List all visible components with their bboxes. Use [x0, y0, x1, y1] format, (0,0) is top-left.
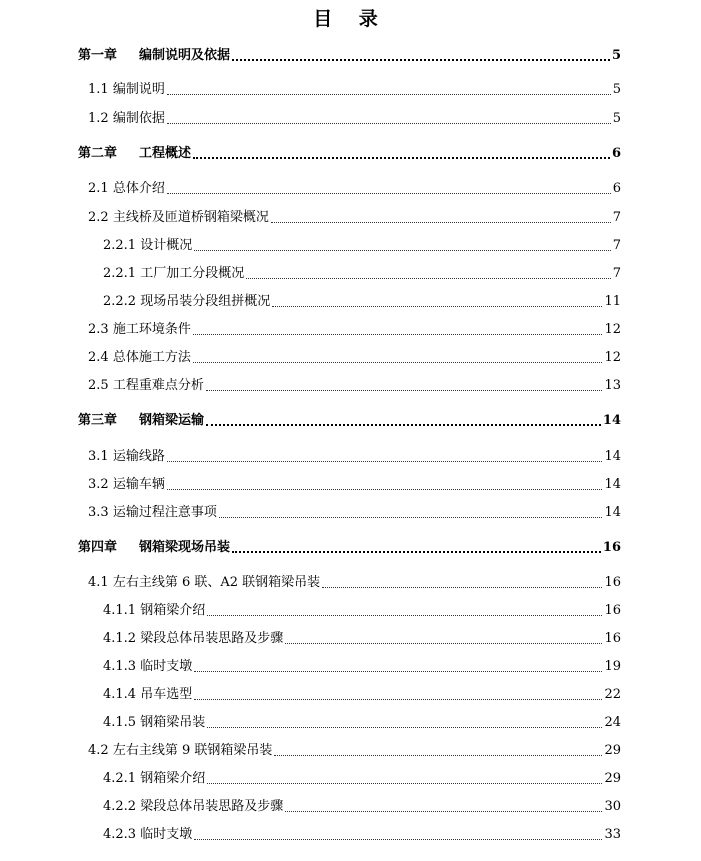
- toc-entry-number: 4.2.3: [103, 827, 137, 842]
- toc-entry[interactable]: [103, 292, 621, 310]
- toc-page-number: 14: [604, 449, 621, 464]
- toc-entry-text: 钢箱梁现场吊装: [139, 540, 231, 555]
- dot-leader: [167, 461, 603, 462]
- toc-entry-text: 现场吊装分段组拼概况: [140, 294, 271, 309]
- toc-entry-number: 1.1: [88, 82, 109, 97]
- toc-entry[interactable]: [103, 629, 621, 647]
- toc-entry[interactable]: [103, 236, 621, 254]
- toc-entry-number: 4.1.4: [103, 687, 137, 702]
- toc-page-number: 16: [604, 575, 621, 590]
- toc-entry-label: [103, 659, 192, 675]
- toc-entry-text: 梁段总体吊装思路及步骤: [140, 631, 284, 646]
- toc-entry-number: 3.3: [88, 505, 109, 520]
- toc-entry[interactable]: [88, 348, 621, 366]
- toc-entry-text: 编制依据: [112, 111, 165, 126]
- toc-page-number: 14: [604, 505, 621, 520]
- dot-leader: [194, 699, 602, 700]
- toc-entry-label: [103, 603, 205, 619]
- dot-leader: [285, 811, 602, 812]
- toc-page-number: 5: [612, 82, 621, 97]
- toc-entry[interactable]: [88, 447, 621, 465]
- toc-entry-label: [78, 540, 230, 556]
- toc-entry-number: 4.1: [88, 575, 109, 590]
- toc-page-number: 30: [604, 799, 621, 814]
- toc-entry-label: [88, 111, 165, 127]
- toc-entry-text: 梁段总体吊装思路及步骤: [140, 799, 284, 814]
- toc-entry[interactable]: [88, 320, 621, 338]
- dot-leader: [272, 306, 602, 307]
- toc-entry-number: 4.2: [88, 743, 109, 758]
- toc-entry-text: 工程概述: [139, 146, 192, 161]
- toc-entry-number: 4.2.2: [103, 799, 137, 814]
- toc-entry-label: [103, 799, 283, 815]
- toc-page-number: 16: [604, 603, 621, 618]
- toc-page-number: 5: [612, 111, 621, 126]
- toc-entry-number: 4.2.1: [103, 771, 137, 786]
- toc-entry[interactable]: [88, 208, 621, 226]
- toc-page-number: 19: [604, 659, 621, 674]
- dot-leader: [232, 551, 601, 553]
- dot-leader: [207, 783, 602, 784]
- toc-entry-label: [103, 771, 205, 787]
- toc-entry[interactable]: [103, 769, 621, 787]
- toc-entry-text: 临时支墩: [140, 827, 193, 842]
- toc-page-number: 5: [611, 48, 621, 63]
- dot-leader: [194, 671, 602, 672]
- dot-leader: [322, 587, 602, 588]
- toc-entry-label: [88, 210, 269, 226]
- toc-entry[interactable]: [88, 80, 621, 98]
- toc-entry[interactable]: [103, 657, 621, 675]
- toc-page-number: 29: [604, 771, 621, 786]
- dot-leader: [194, 250, 610, 251]
- toc-page-number: 7: [612, 238, 621, 253]
- toc-entry[interactable]: [88, 503, 621, 521]
- toc-entry-number: 4.1.1: [103, 603, 137, 618]
- toc-entry-label: [88, 350, 191, 366]
- toc-page-number: 16: [602, 540, 621, 555]
- toc-page-number: 13: [604, 378, 621, 393]
- toc-entry-text: 施工环境条件: [112, 322, 191, 337]
- toc-entry-label: [78, 48, 230, 64]
- toc-entry[interactable]: [88, 475, 621, 493]
- dot-leader: [232, 59, 610, 61]
- toc-entry-text: 钢箱梁吊装: [140, 715, 206, 730]
- toc-entry[interactable]: [103, 825, 621, 843]
- toc-entry-label: [103, 266, 244, 282]
- toc-entry-label: [88, 505, 217, 521]
- toc-page-number: 29: [604, 743, 621, 758]
- toc-entry-number: 3.1: [88, 449, 109, 464]
- toc-entry[interactable]: [88, 109, 621, 127]
- toc-entry-text: 运输车辆: [112, 477, 165, 492]
- dot-leader: [167, 193, 611, 194]
- toc-entry-number: 3.2: [88, 477, 109, 492]
- toc-entry-number: 第一章: [78, 48, 118, 63]
- toc-entry-label: [88, 82, 165, 98]
- toc-entry-text: 钢箱梁运输: [139, 413, 205, 428]
- toc-entry-label: [88, 181, 165, 197]
- toc-entry[interactable]: [88, 741, 621, 759]
- toc-entry-text: 左右主线第 9 联钢箱梁吊装: [112, 743, 273, 758]
- toc-entry-text: 工厂加工分段概况: [140, 266, 245, 281]
- toc-entry-label: [103, 827, 192, 843]
- dot-leader: [193, 157, 610, 159]
- toc-entry[interactable]: [103, 601, 621, 619]
- dot-leader: [246, 278, 610, 279]
- toc-entry-text: 左右主线第 6 联、A2 联钢箱梁吊装: [112, 575, 321, 590]
- toc-entry-label: [103, 687, 192, 703]
- dot-leader: [206, 390, 603, 391]
- toc-entry-number: 2.1: [88, 181, 109, 196]
- toc-entry[interactable]: [103, 797, 621, 815]
- toc-entry-label: [88, 575, 320, 591]
- dot-leader: [285, 643, 602, 644]
- toc-entry-number: 1.2: [88, 111, 109, 126]
- dot-leader: [194, 839, 602, 840]
- toc-page-number: 14: [602, 413, 621, 428]
- toc-entry-number: 第三章: [78, 413, 118, 428]
- toc-page-number: 14: [604, 477, 621, 492]
- toc-entry-number: 2.2: [88, 210, 109, 225]
- toc-page-number: 33: [604, 827, 621, 842]
- toc-entry-text: 总体介绍: [112, 181, 165, 196]
- toc-page-number: 24: [604, 715, 621, 730]
- toc-entry[interactable]: [103, 264, 621, 282]
- toc-entry-number: 2.2.1: [103, 266, 137, 281]
- toc-entry-text: 钢箱梁介绍: [140, 603, 206, 618]
- toc-entry-label: [88, 449, 165, 465]
- toc-entry[interactable]: [88, 573, 621, 591]
- toc-entry-label: [88, 378, 204, 394]
- toc-entry-number: 4.1.5: [103, 715, 137, 730]
- toc-chapter-entry[interactable]: [78, 144, 621, 162]
- dot-leader: [271, 222, 611, 223]
- toc-page-number: 12: [604, 322, 621, 337]
- dot-leader: [167, 123, 611, 124]
- toc-entry-label: [103, 294, 270, 310]
- toc-page-number: 16: [604, 631, 621, 646]
- dot-leader: [167, 489, 603, 490]
- toc-entry-label: [103, 238, 192, 254]
- toc-entry-label: [78, 146, 191, 162]
- toc-entry-label: [88, 322, 191, 338]
- toc-page-number: 6: [612, 181, 621, 196]
- toc-entry[interactable]: [103, 713, 621, 731]
- toc-entry-text: 工程重难点分析: [112, 378, 204, 393]
- toc-entry-label: [103, 631, 283, 647]
- toc-page-number: 6: [611, 146, 621, 161]
- toc-entry-text: 编制说明: [112, 82, 165, 97]
- toc-entry-text: 运输线路: [112, 449, 165, 464]
- toc-entry-text: 吊车选型: [140, 687, 193, 702]
- toc-chapter-entry[interactable]: [78, 411, 621, 429]
- toc-page-number: 22: [604, 687, 621, 702]
- toc-page-number: 7: [612, 210, 621, 225]
- toc-entry-label: [88, 477, 165, 493]
- toc-entry-text: 主线桥及匝道桥钢箱梁概况: [112, 210, 269, 225]
- toc-entry-text: 钢箱梁介绍: [140, 771, 206, 786]
- toc-entry[interactable]: [103, 685, 621, 703]
- toc-entry-label: [88, 743, 272, 759]
- toc-entry-number: 2.5: [88, 378, 109, 393]
- toc-entry-number: 4.1.3: [103, 659, 137, 674]
- toc-entry-text: 总体施工方法: [112, 350, 191, 365]
- toc-entry-text: 设计概况: [140, 238, 193, 253]
- toc-chapter-entry[interactable]: [78, 538, 621, 556]
- toc-entry-label: [103, 715, 205, 731]
- toc-entry-number: 2.3: [88, 322, 109, 337]
- toc-entry-text: 临时支墩: [140, 659, 193, 674]
- toc-entry-number: 第二章: [78, 146, 118, 161]
- toc-page-number: 7: [612, 266, 621, 281]
- toc-entry-number: 第四章: [78, 540, 118, 555]
- toc-entry-label: [78, 413, 204, 429]
- dot-leader: [193, 362, 603, 363]
- toc-entry-number: 2.2.2: [103, 294, 137, 309]
- dot-leader: [193, 334, 603, 335]
- toc-entry-number: 2.4: [88, 350, 109, 365]
- toc-title: 目 录: [313, 8, 388, 30]
- dot-leader: [167, 94, 611, 95]
- dot-leader: [207, 615, 602, 616]
- dot-leader: [274, 755, 602, 756]
- toc-page-number: 11: [604, 294, 621, 309]
- dot-leader: [206, 424, 601, 426]
- dot-leader: [207, 727, 602, 728]
- toc-entry-number: 2.2.1: [103, 238, 137, 253]
- toc-entry-text: 编制说明及依据: [139, 48, 231, 63]
- toc-page-number: 12: [604, 350, 621, 365]
- dot-leader: [219, 517, 603, 518]
- toc-entry-text: 运输过程注意事项: [112, 505, 217, 520]
- toc-entry[interactable]: [88, 376, 621, 394]
- toc-entry-number: 4.1.2: [103, 631, 137, 646]
- toc-chapter-entry[interactable]: [78, 46, 621, 64]
- toc-entry[interactable]: [88, 179, 621, 197]
